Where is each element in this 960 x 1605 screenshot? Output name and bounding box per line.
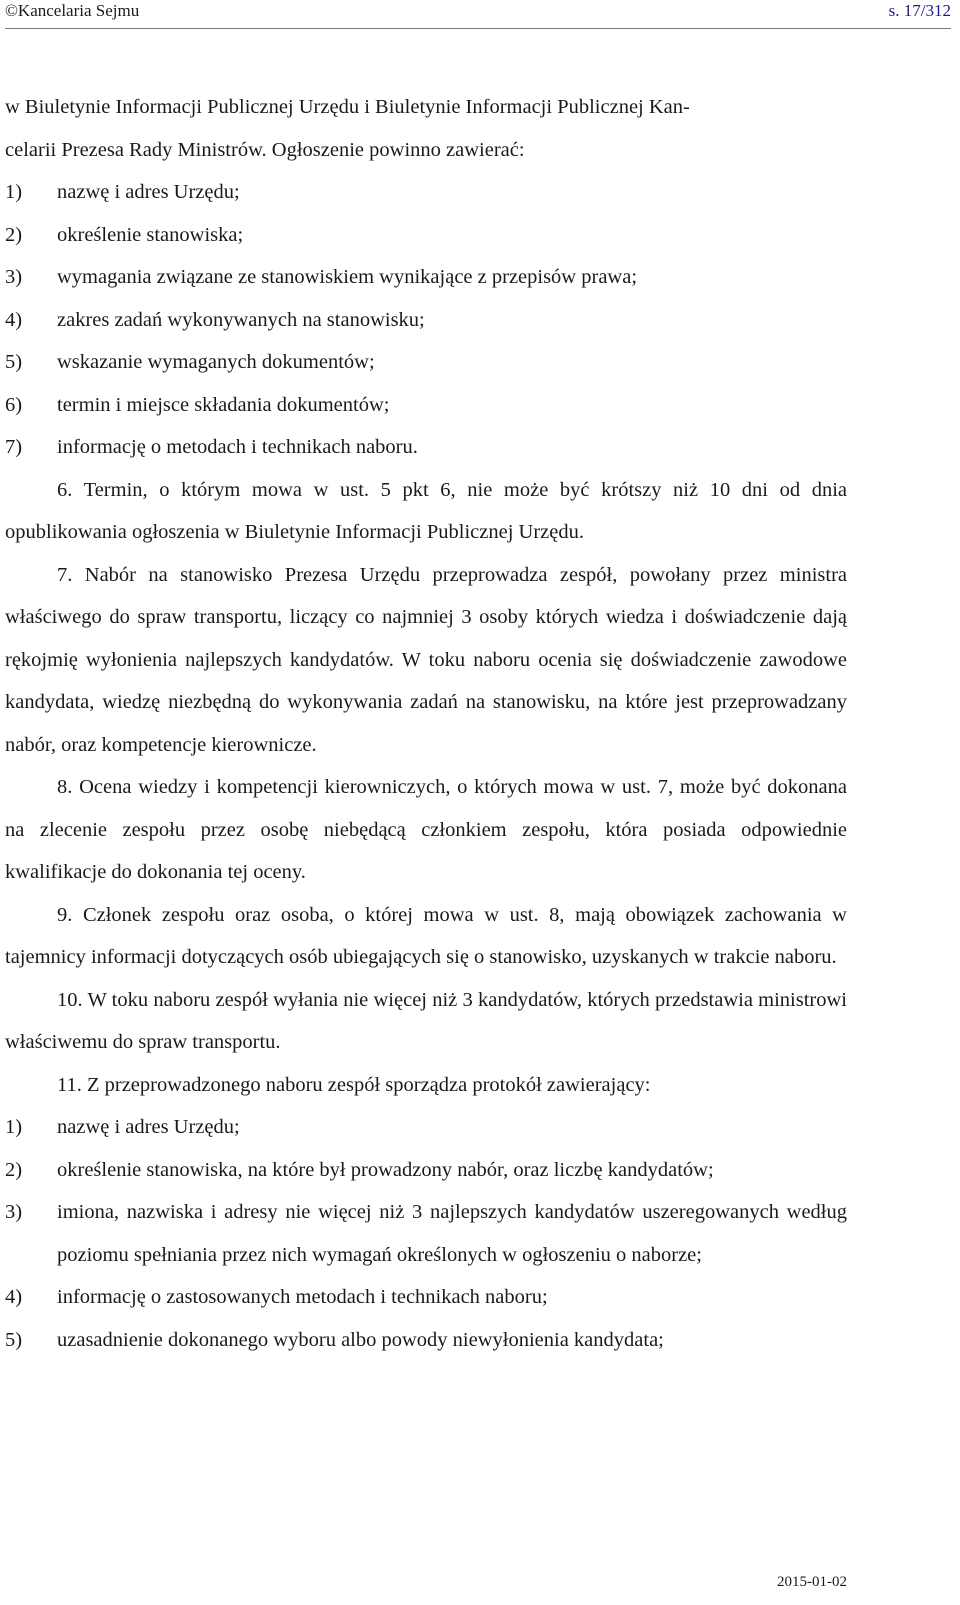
list-item [5, 171, 847, 214]
list-item [5, 1276, 847, 1319]
paragraph-9: 9. Członek zespołu oraz osoba, o której mowa w ust. 8, mają obowiązek zachowania w tajemnicy informacji dotyczących osób ubiegających się o stanowisko, uzyskanych w trakcie naboru. [5, 903, 847, 968]
intro-line-1: w Biuletynie Informacji Publicznej Urzędu i Biuletynie Informacji Publicznej Kan- [5, 96, 690, 118]
list-item-text: określenie stanowiska, na które był prowadzony nabór, oraz liczbę kandydatów; [57, 1158, 714, 1181]
list-item-text: termin i miejsce składania dokumentów; [57, 393, 390, 416]
list-item [5, 214, 847, 257]
paragraph-7: 7. Nabór na stanowisko Prezesa Urzędu przeprowadza zespół, powołany przez ministra właściwego do spraw transportu, liczący co najmniej 3 osoby których wiedza i doświadczenie dają rękojmię wyłonienia najlepszych kandydatów. W toku naboru ocenia się doświadczenie zawodowe kandydata, wiedzę niezbędną do wykonywania zadań na stanowisku, na które jest przeprowadzany nabór, oraz kompetencje kierownicze. [5, 563, 847, 756]
list-item [5, 1106, 847, 1149]
list-item-text: informację o zastosowanych metodach i technikach naboru; [57, 1286, 548, 1308]
list-item-number: 5) [5, 351, 23, 373]
list-item-text: wymagania związane ze stanowiskiem wynikające z przepisów prawa; [57, 266, 638, 288]
list-item-text: określenie stanowiska; [57, 223, 244, 246]
list-item-number: 3) [5, 266, 23, 288]
publisher-label: ©Kancelaria Sejmu [5, 1, 140, 20]
list-item [5, 1191, 847, 1276]
list-item-number: 3) [5, 1201, 23, 1223]
list-item-text: nazwę i adres Urzędu; [57, 1116, 240, 1138]
list-item-text: uzasadnienie dokonanego wyboru albo powody niewyłonienia kandydata; [57, 1328, 664, 1351]
list-item-number: 1) [5, 1116, 23, 1138]
list-item-text: wskazanie wymaganych dokumentów; [57, 351, 375, 373]
page-indicator [889, 1, 951, 21]
paragraph-6: 6. Termin, o którym mowa w ust. 5 pkt 6, nie może być krótszy niż 10 dni od dnia opublikowania ogłoszenia w Biuletynie Informacji Publicznej Urzędu. [5, 478, 847, 543]
paragraph-11: 11. Z przeprowadzonego naboru zespół sporządza protokół zawierający: [57, 1073, 651, 1096]
paragraph-10: 10. W toku naboru zespół wyłania nie więcej niż 3 kandydatów, których przedstawia ministrowi właściwemu do spraw transportu. [5, 988, 847, 1053]
list-item-number: 7) [5, 436, 23, 458]
list-item-number: 2) [5, 1158, 23, 1181]
list-item [5, 256, 847, 299]
page-header [5, 0, 951, 29]
document-body [5, 86, 847, 1361]
list-item-number: 4) [5, 1286, 23, 1308]
list-item-text: nazwę i adres Urzędu; [57, 181, 240, 203]
list-item-number: 2) [5, 223, 23, 246]
list-item [5, 299, 847, 342]
page-prefix: s. [888, 1, 900, 20]
list-item-number: 1) [5, 181, 23, 203]
list-item-number: 5) [5, 1328, 23, 1351]
list-item [5, 341, 847, 384]
list-item [5, 1319, 847, 1362]
list-item-number: 4) [5, 308, 23, 331]
list-item [5, 384, 847, 427]
document-date: 2015-01-02 [777, 1574, 847, 1590]
list-item-text: informację o metodach i technikach naboru. [57, 436, 418, 458]
intro-line-2: celarii Prezesa Rady Ministrów. Ogłoszenie powinno zawierać: [5, 138, 525, 161]
page-number: 17/312 [903, 1, 951, 20]
paragraph-8: 8. Ocena wiedzy i kompetencji kierowniczych, o których mowa w ust. 7, może być dokonana na zlecenie zespołu przez osobę niebędącą członkiem zespołu, która posiada odpowiednie kwalifikacje do dokonania tej oceny. [5, 776, 847, 883]
list-item-text: imiona, nazwiska i adresy nie więcej niż 3 najlepszych kandydatów uszeregowanych według poziomu spełniania przez nich wymagań określonych w ogłoszeniu o naborze; [57, 1201, 847, 1266]
list-item [5, 1149, 847, 1192]
list-item [5, 426, 847, 469]
list-item-text: zakres zadań wykonywanych na stanowisku; [57, 308, 425, 331]
list-item-number: 6) [5, 393, 23, 416]
